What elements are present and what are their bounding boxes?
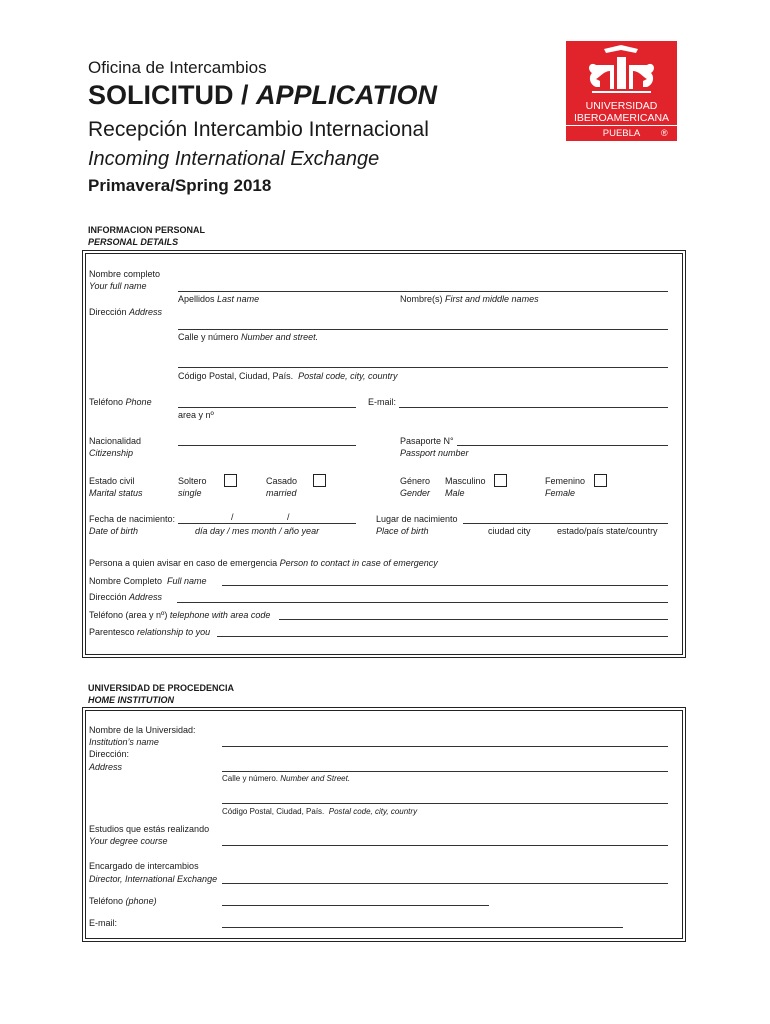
- director-field[interactable]: [222, 883, 668, 884]
- nationality-label-en: Citizenship: [89, 448, 134, 458]
- studies-label: Estudios que estás realizando: [89, 824, 210, 834]
- university-crest-icon: [566, 41, 677, 99]
- full-name-field[interactable]: [178, 291, 668, 292]
- address-postal-field[interactable]: [178, 367, 668, 368]
- date-format-caption: día day / mes month / año year: [195, 526, 320, 536]
- gender-label: Género: [400, 476, 431, 486]
- date-slash-2: /: [287, 512, 290, 522]
- logo-line1: UNIVERSIDAD: [585, 100, 658, 112]
- nationality-field[interactable]: [178, 445, 356, 446]
- director-label: Encargado de intercambios: [89, 861, 199, 871]
- logo-mark: ®: [661, 128, 668, 138]
- birth-date-label: Fecha de nacimiento:: [89, 514, 176, 524]
- institution-name-label-en: Institution’s name: [89, 737, 159, 747]
- male-label: Masculino: [445, 476, 486, 486]
- birth-place-label: Lugar de nacimiento: [376, 514, 458, 524]
- nationality-label: Nacionalidad: [89, 436, 142, 446]
- page-title: [88, 80, 437, 111]
- home-address-label-en: Address: [89, 762, 123, 772]
- passport-field[interactable]: [457, 445, 668, 446]
- male-checkbox[interactable]: [494, 474, 507, 487]
- male-label-en: Male: [445, 488, 465, 498]
- home-address-label: Dirección:: [89, 749, 130, 759]
- full-name-label-en: Your full name: [89, 281, 147, 291]
- single-label-en: single: [178, 488, 202, 498]
- female-label: Femenino: [545, 476, 586, 486]
- personal-heading-en: PERSONAL DETAILS: [88, 237, 179, 247]
- ec-address-field[interactable]: [177, 602, 668, 603]
- home-email-label: E-mail:: [89, 918, 118, 928]
- director-label-en: Director, International Exchange: [89, 874, 218, 884]
- area-caption: area y nº: [178, 410, 214, 420]
- ec-phone-field[interactable]: [279, 619, 668, 620]
- ec-relationship-field[interactable]: [217, 636, 668, 637]
- phone-field[interactable]: [178, 407, 356, 408]
- institution-name-field[interactable]: [222, 746, 668, 747]
- postal-caption: Código Postal, Ciudad, País. Postal code, city, country: [178, 371, 398, 381]
- address-street-field[interactable]: [178, 329, 668, 330]
- passport-label: Pasaporte N°: [400, 436, 454, 446]
- home-street-field[interactable]: [222, 771, 668, 772]
- ec-address-label: Dirección Address: [89, 592, 163, 602]
- birth-date-field[interactable]: [178, 523, 356, 524]
- email-label: E-mail:: [368, 397, 397, 407]
- phone-label: Teléfono Phone: [89, 397, 152, 407]
- passport-label-en: Passport number: [400, 448, 469, 458]
- title-en: APPLICATION: [256, 80, 437, 110]
- female-label-en: Female: [545, 488, 576, 498]
- date-slash-1: /: [231, 512, 234, 522]
- studies-field[interactable]: [222, 845, 668, 846]
- street-caption: Calle y número Number and street.: [178, 332, 319, 342]
- gender-label-en: Gender: [400, 488, 431, 498]
- season-label: Primavera/Spring 2018: [88, 176, 272, 195]
- address-label: Dirección Address: [89, 307, 163, 317]
- single-checkbox[interactable]: [224, 474, 237, 487]
- studies-label-en: Your degree course: [89, 836, 168, 846]
- university-logo: [566, 41, 677, 141]
- subtitle-en: Incoming International Exchange: [88, 148, 380, 170]
- married-checkbox[interactable]: [313, 474, 326, 487]
- single-label: Soltero: [178, 476, 207, 486]
- married-label-en: married: [266, 488, 297, 498]
- personal-heading: INFORMACION PERSONAL: [88, 225, 205, 235]
- title-es: SOLICITUD /: [88, 80, 256, 110]
- full-name-label: Nombre completo: [89, 269, 161, 279]
- institution-name-label: Nombre de la Universidad:: [89, 725, 196, 735]
- ec-phone-label: Teléfono (area y nº) telephone with area code: [89, 610, 271, 620]
- email-field[interactable]: [399, 407, 668, 408]
- home-street-caption: Calle y número. Number and Street.: [222, 774, 351, 783]
- logo-line3: PUEBLA: [602, 128, 641, 139]
- ec-name-label: Nombre Completo Full name: [89, 576, 207, 586]
- personal-details-box: [82, 250, 686, 658]
- first-names-caption: Nombre(s) First and middle names: [400, 294, 539, 304]
- ec-name-field[interactable]: [222, 585, 668, 586]
- emergency-heading: Persona a quien avisar en caso de emergencia Person to contact in case of emergency: [89, 558, 438, 568]
- home-phone-label: Teléfono (phone): [89, 896, 157, 906]
- last-name-caption: Apellidos Last name: [178, 294, 260, 304]
- birth-date-label-en: Date of birth: [89, 526, 139, 536]
- state-caption: estado/país state/country: [557, 526, 658, 536]
- marital-label-en: Marital status: [89, 488, 143, 498]
- home-postal-caption: Código Postal, Ciudad, País. Postal code, city, country: [222, 807, 418, 816]
- office-name: Oficina de Intercambios: [88, 58, 267, 77]
- ec-relationship-label: Parentesco relationship to you: [89, 627, 211, 637]
- female-checkbox[interactable]: [594, 474, 607, 487]
- logo-line2: IBEROAMERICANA: [573, 112, 670, 124]
- married-label: Casado: [266, 476, 298, 486]
- home-heading: UNIVERSIDAD DE PROCEDENCIA: [88, 683, 235, 693]
- home-email-field[interactable]: [222, 927, 623, 928]
- home-postal-field[interactable]: [222, 803, 668, 804]
- home-heading-en: HOME INSTITUTION: [88, 695, 174, 705]
- city-caption: ciudad city: [488, 526, 531, 536]
- birth-place-field[interactable]: [463, 523, 668, 524]
- birth-place-label-en: Place of birth: [376, 526, 429, 536]
- marital-label: Estado civil: [89, 476, 135, 486]
- home-phone-field[interactable]: [222, 905, 489, 906]
- subtitle-es: Recepción Intercambio Internacional: [88, 118, 429, 141]
